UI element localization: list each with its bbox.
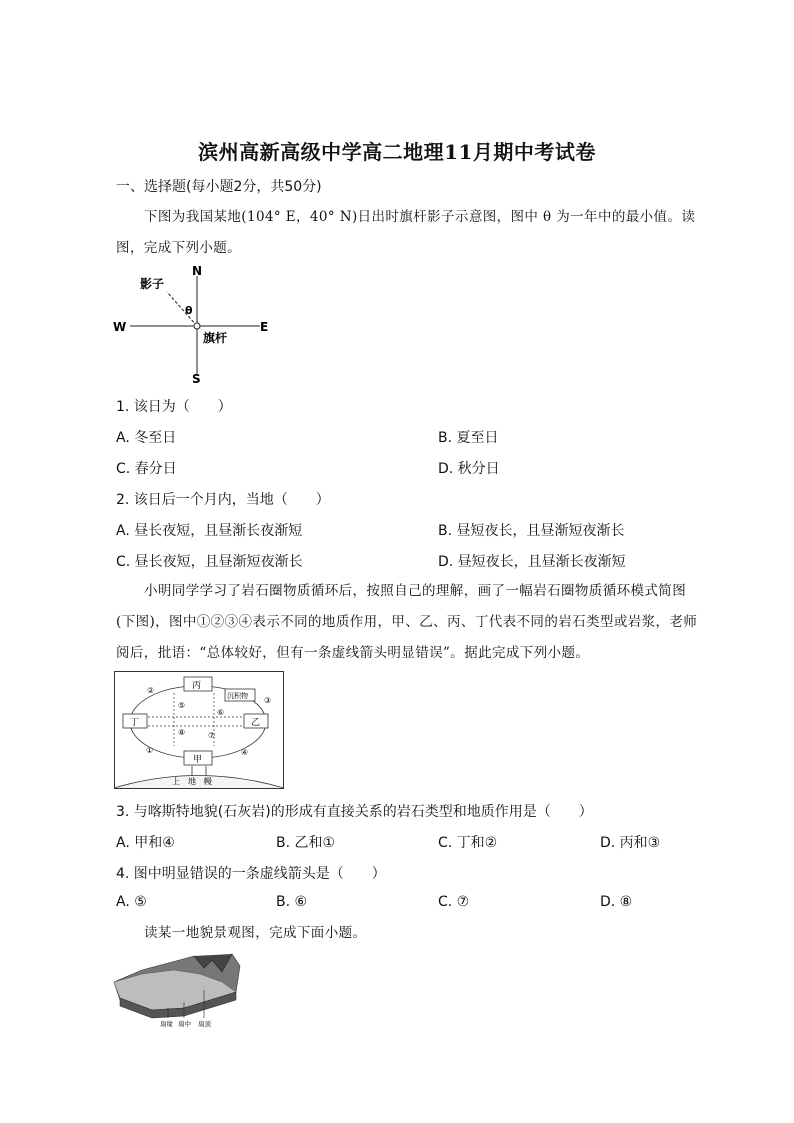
label-7: ⑦ [208,731,216,740]
south-label: S [192,372,201,386]
intro-paragraph-2: 小明同学学习了岩石圈物质循环后，按照自己的理解，画了一幅岩石圈物质循环模式简图(下图)，图中①②③④表示不同的地质作用，甲、乙、丙、丁代表不同的岩石类型或岩浆，老师阅后，批语：“总体较好，但有一条虚线箭头明显错误”。据此完成下列小题。 [116,583,698,661]
label-4: ④ [241,748,249,757]
node-ding: 丁 [130,718,140,728]
west-label: W [113,320,127,334]
node-jia: 甲 [193,755,203,765]
q1-option-d: D. 秋分日 [438,461,500,477]
q3-option-b: B. 乙和① [276,835,336,851]
question-4-stem: 4. 图中明显错误的一条虚线箭头是（ ） [116,866,386,882]
node-yi: 乙 [251,718,261,728]
node-sediment: 沉积物 [227,692,248,700]
label-1: ① [146,746,154,755]
shadow-label: 影子 [140,277,165,291]
label-8: ⑧ [178,728,186,737]
page-title: 滨州高新高级中学高二地理11月期中考试卷 [198,140,596,164]
q1-option-b: B. 夏至日 [438,430,499,446]
mantle-label: 上 地 幔 [172,777,212,786]
q3-option-c: C. 丁和② [438,835,498,851]
alluvial-fan-figure [112,952,242,1030]
fan-edge-label: 扇缘 [160,1020,173,1028]
q1-option-a: A. 冬至日 [116,430,177,446]
section-heading: 一、选择题(每小题2分，共50分) [116,179,322,195]
intro-paragraph-3: 读某一地貌景观图，完成下面小题。 [144,925,367,941]
label-3: ③ [264,696,272,705]
q4-option-c: C. ⑦ [438,894,470,910]
q4-option-d: D. ⑧ [600,894,633,910]
q2-option-a: A. 昼长夜短，且昼渐长夜渐短 [116,523,303,539]
theta-label: θ [185,304,193,317]
q4-option-a: A. ⑤ [116,894,147,910]
q4-option-b: B. ⑥ [276,894,308,910]
fan-top-label: 扇顶 [198,1020,211,1028]
rock-cycle-figure [114,671,284,789]
label-5: ⑤ [178,701,186,710]
question-2-stem: 2. 该日后一个月内，当地（ ） [116,492,330,508]
q2-option-d: D. 昼短夜长，且昼渐长夜渐短 [438,554,626,570]
q2-option-b: B. 昼短夜长，且昼渐短夜渐长 [438,523,625,539]
fan-middle-label: 扇中 [178,1020,191,1028]
q2-option-c: C. 昼长夜短，且昼渐短夜渐长 [116,554,303,570]
flagpole-label: 旗杆 [203,331,228,345]
flagpole-shadow-figure [110,262,280,387]
north-label: N [192,264,203,278]
node-bing: 丙 [192,681,202,691]
q1-option-c: C. 春分日 [116,461,177,477]
intro-paragraph-1: 下图为我国某地(104° E，40° N)日出时旗杆影子示意图，图中 θ 为一年中的最小值。读图，完成下列小题。 [116,209,696,256]
question-1-stem: 1. 该日为（ ） [116,399,232,415]
label-2: ② [147,686,155,695]
q3-option-d: D. 丙和③ [600,835,661,851]
east-label: E [260,320,269,334]
label-6: ⑥ [217,708,225,717]
question-3-stem: 3. 与喀斯特地貌(石灰岩)的形成有直接关系的岩石类型和地质作用是（ ） [116,804,593,820]
q3-option-a: A. 甲和④ [116,835,175,851]
